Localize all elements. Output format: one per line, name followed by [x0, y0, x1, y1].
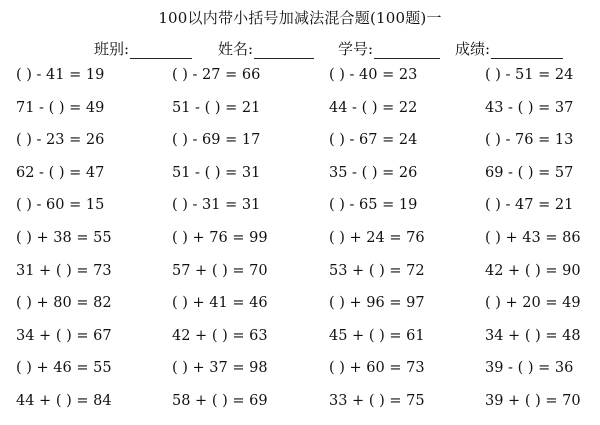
problem: 33 + ( ) = 75	[329, 392, 425, 409]
problem: ( ) - 41 = 19	[16, 67, 105, 83]
problem: 34 + ( ) = 48	[485, 327, 581, 344]
class-blank	[130, 42, 192, 59]
problem: 58 + ( ) = 69	[172, 392, 268, 409]
problem: 39 + ( ) = 70	[485, 392, 581, 409]
problem: ( ) + 46 = 55	[16, 360, 112, 377]
name-blank	[254, 42, 314, 59]
class-label: 班别:	[94, 40, 130, 58]
problem: 35 - ( ) = 26	[329, 164, 418, 181]
problem: 44 + ( ) = 84	[16, 392, 112, 409]
problem: 57 + ( ) = 70	[172, 262, 268, 279]
problem: 53 + ( ) = 72	[329, 262, 425, 279]
problem: ( ) + 80 = 82	[16, 295, 112, 312]
problem: ( ) + 37 = 98	[172, 360, 268, 377]
problem: 39 - ( ) = 36	[485, 360, 574, 377]
problem-row	[0, 294, 600, 327]
problem-row	[0, 164, 600, 197]
problem-grid	[0, 66, 600, 425]
score-blank	[491, 42, 563, 59]
problem: ( ) - 31 = 31	[172, 197, 261, 214]
worksheet-title: 100以内带小括号加减法混合题(100题)一	[158, 9, 442, 27]
problem: ( ) + 24 = 76	[329, 229, 425, 246]
problem: ( ) - 60 = 15	[16, 197, 105, 214]
problem: 69 - ( ) = 57	[485, 164, 574, 181]
problem: ( ) + 20 = 49	[485, 295, 581, 312]
student-number-blank	[374, 42, 440, 59]
problem-row	[0, 327, 600, 360]
problem: ( ) - 47 = 21	[485, 197, 574, 214]
problem: 42 + ( ) = 90	[485, 262, 581, 279]
student-info-row	[0, 38, 600, 60]
problem-row	[0, 66, 600, 99]
problem: ( ) + 96 = 97	[329, 295, 425, 312]
problem: ( ) - 40 = 23	[329, 67, 418, 83]
problem-row	[0, 359, 600, 392]
problem-row	[0, 99, 600, 132]
problem: 51 - ( ) = 31	[172, 164, 261, 181]
name-field	[218, 38, 314, 59]
problem: 43 - ( ) = 37	[485, 99, 574, 116]
problem: 44 - ( ) = 22	[329, 99, 418, 116]
student-number-field	[338, 38, 440, 59]
problem-row	[0, 229, 600, 262]
problem: ( ) - 65 = 19	[329, 197, 418, 214]
problem: ( ) - 23 = 26	[16, 132, 105, 149]
problem: 51 - ( ) = 21	[172, 99, 261, 116]
problem: ( ) + 38 = 55	[16, 229, 112, 246]
score-field	[455, 38, 563, 59]
problem: ( ) + 60 = 73	[329, 360, 425, 377]
name-label: 姓名:	[218, 40, 254, 58]
problem: ( ) - 51 = 24	[485, 67, 574, 83]
problem-row	[0, 131, 600, 164]
problem: 34 + ( ) = 67	[16, 327, 112, 344]
problem-row	[0, 196, 600, 229]
problem: 42 + ( ) = 63	[172, 327, 268, 344]
problem: 62 - ( ) = 47	[16, 164, 105, 181]
student-number-label: 学号:	[338, 40, 374, 58]
problem: 31 + ( ) = 73	[16, 262, 112, 279]
score-label: 成绩:	[455, 40, 491, 58]
problem: ( ) - 27 = 66	[172, 67, 261, 83]
problem: ( ) - 69 = 17	[172, 132, 261, 149]
class-field	[94, 38, 192, 59]
problem: ( ) - 67 = 24	[329, 132, 418, 149]
problem: 71 - ( ) = 49	[16, 99, 105, 116]
problem: 45 + ( ) = 61	[329, 327, 425, 344]
problem: ( ) - 76 = 13	[485, 132, 574, 149]
problem: ( ) + 76 = 99	[172, 229, 268, 246]
problem: ( ) + 41 = 46	[172, 295, 268, 312]
problem-row	[0, 262, 600, 295]
problem: ( ) + 43 = 86	[485, 229, 581, 246]
